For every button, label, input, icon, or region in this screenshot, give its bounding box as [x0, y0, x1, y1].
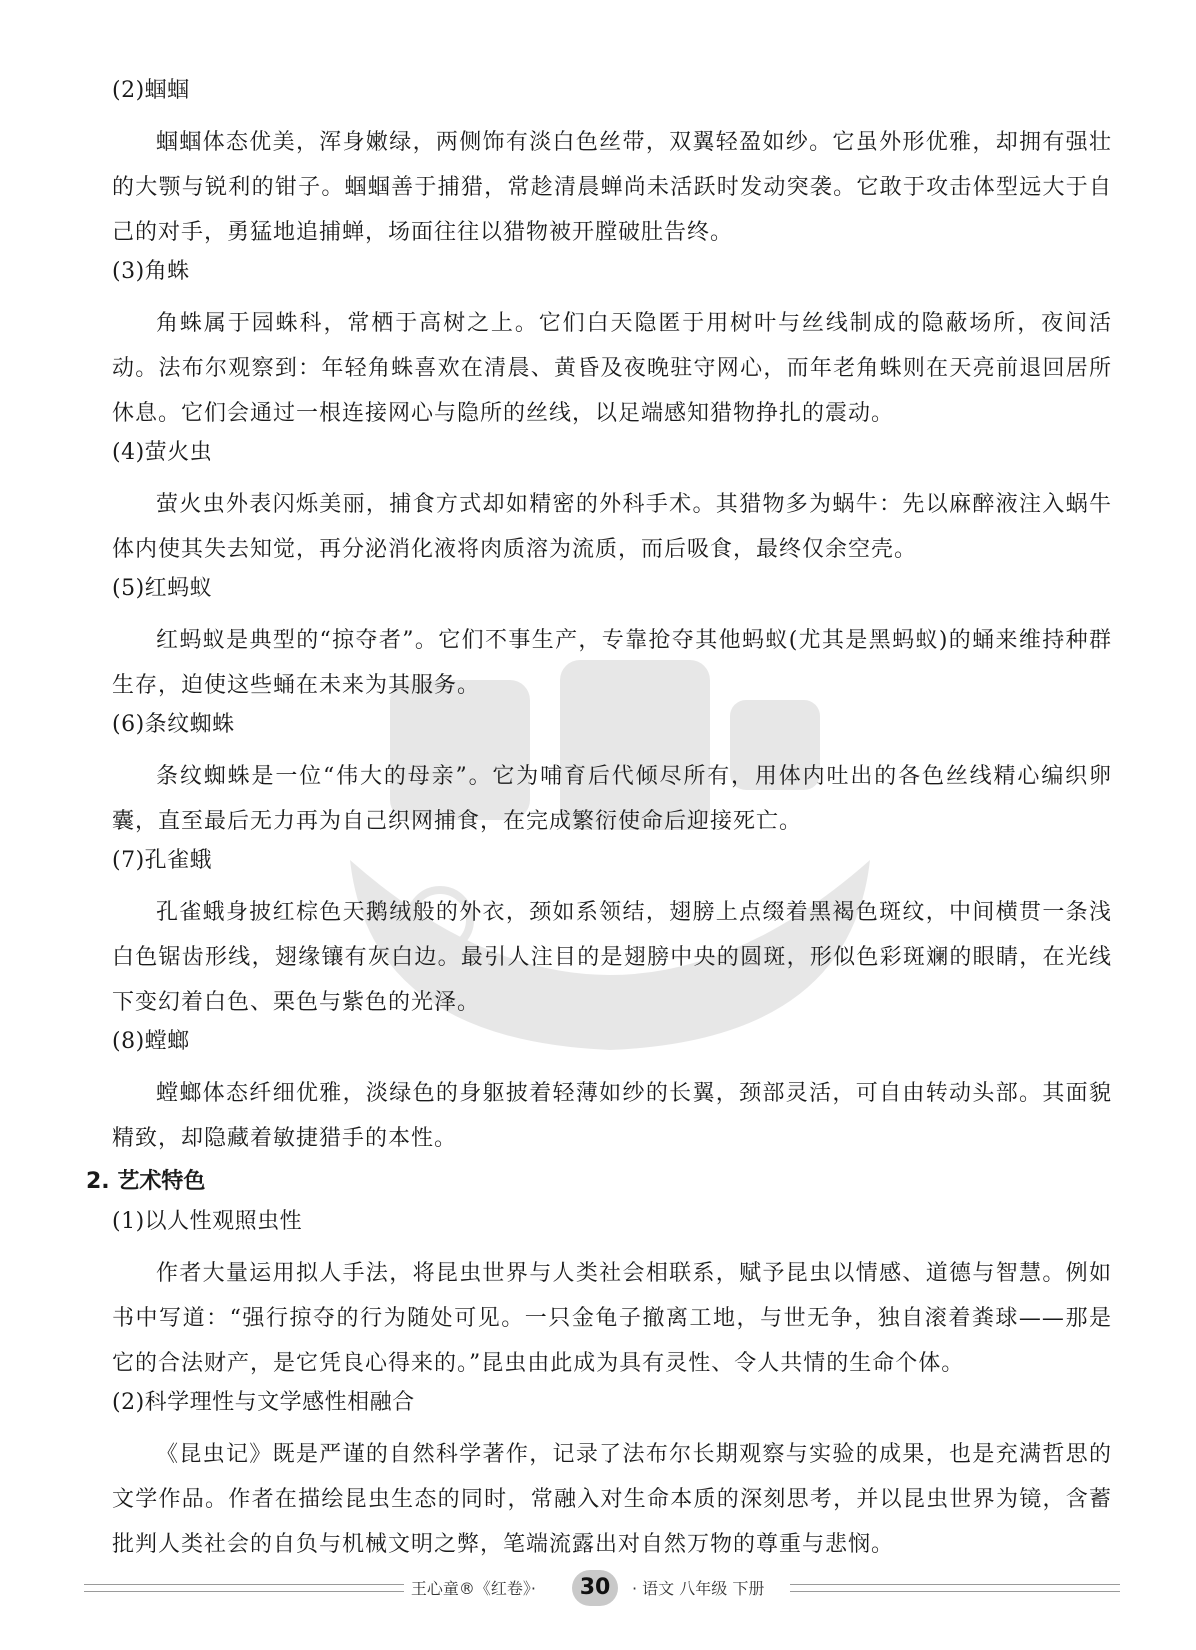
paragraph: 孔雀蛾身披红棕色天鹅绒般的外衣，颈如系领结，翅膀上点缀着黑褐色斑纹，中间横贯一条浅白色锯齿形线，翅缘镶有灰白边。最引人注目的是翅膀中央的圆斑，形似色彩斑斓的眼睛，在光线下变幻着白色、栗色与紫色的光泽。	[112, 900, 1112, 1015]
paragraph: 红蚂蚁是典型的“掠夺者”。它们不事生产，专靠抢夺其他蚂蚁(尤其是黑蚂蚁)的蛹来维持种群生存，迫使这些蛹在未来为其服务。	[112, 628, 1112, 698]
footer-rule-left	[84, 1584, 404, 1592]
subheading: (2)蝈蝈	[112, 78, 190, 103]
section-heading: 2. 艺术特色	[86, 1169, 206, 1194]
paragraph: 《昆虫记》既是严谨的自然科学著作，记录了法布尔长期观察与实验的成果，也是充满哲思的文学作品。作者在描绘昆虫生态的同时，常融入对生命本质的深刻思考，并以昆虫世界为镜，含蓄批判人类社会的自负与机械文明之弊，笔端流露出对自然万物的尊重与悲悯。	[112, 1442, 1112, 1557]
footer-subject: · 语文 八年级 下册	[632, 1579, 765, 1598]
footer-rule-right	[790, 1584, 1120, 1592]
subheading: (3)角蛛	[112, 259, 190, 284]
subheading: (2)科学理性与文学感性相融合	[112, 1390, 415, 1415]
item-horned-spider	[112, 257, 1112, 436]
item-firefly	[112, 438, 1112, 572]
page-number: 30	[572, 1570, 618, 1606]
item-red-ant	[112, 574, 1112, 708]
paragraph: 蝈蝈体态优美，浑身嫩绿，两侧饰有淡白色丝带，双翼轻盈如纱。它虽外形优雅，却拥有强壮的大颚与锐利的钳子。蝈蝈善于捕猎，常趁清晨蝉尚未活跃时发动突袭。它敢于攻击体型远大于自己的对手，勇猛地追捕蝉，场面往往以猎物被开膛破肚告终。	[112, 130, 1112, 245]
subheading: (7)孔雀蛾	[112, 848, 213, 873]
subheading: (6)条纹蜘蛛	[112, 712, 235, 737]
footer-book-title: 王心童®《红卷》·	[410, 1579, 536, 1598]
item-mantis	[112, 1027, 1112, 1161]
paragraph: 角蛛属于园蛛科，常栖于高树之上。它们白天隐匿于用树叶与丝线制成的隐蔽场所，夜间活动。法布尔观察到：年轻角蛛喜欢在清晨、黄昏及夜晚驻守网心，而年老角蛛则在天亮前退回居所休息。它们会通过一根连接网心与隐所的丝线，以足端感知猎物挣扎的震动。	[112, 311, 1112, 426]
paragraph: 萤火虫外表闪烁美丽，捕食方式却如精密的外科手术。其猎物多为蜗牛：先以麻醉液注入蜗牛体内使其失去知觉，再分泌消化液将肉质溶为流质，而后吸食，最终仅余空壳。	[112, 492, 1112, 562]
subheading: (5)红蚂蚁	[112, 576, 213, 601]
item-katydid	[112, 76, 1112, 255]
subheading: (1)以人性观照虫性	[112, 1209, 303, 1234]
item-striped-spider	[112, 710, 1112, 844]
paragraph: 作者大量运用拟人手法，将昆虫世界与人类社会相联系，赋予昆虫以情感、道德与智慧。例如书中写道：“强行掠夺的行为随处可见。一只金龟子撤离工地，与世无争，独自滚着粪球——那是它的合法财产，是它凭良心得来的。”昆虫由此成为具有灵性、令人共情的生命个体。	[112, 1261, 1112, 1376]
paragraph: 条纹蜘蛛是一位“伟大的母亲”。它为哺育后代倾尽所有，用体内吐出的各色丝线精心编织卵囊，直至最后无力再为自己织网捕食，在完成繁衍使命后迎接死亡。	[112, 764, 1112, 834]
page-footer	[0, 1570, 1196, 1610]
subheading: (8)螳螂	[112, 1029, 190, 1054]
page-content	[86, 76, 1112, 1569]
item-art-2	[112, 1388, 1112, 1567]
subheading: (4)萤火虫	[112, 440, 213, 465]
item-art-1	[112, 1207, 1112, 1386]
item-peacock-moth	[112, 846, 1112, 1025]
paragraph: 螳螂体态纤细优雅，淡绿色的身躯披着轻薄如纱的长翼，颈部灵活，可自由转动头部。其面貌精致，却隐藏着敏捷猎手的本性。	[112, 1081, 1112, 1151]
